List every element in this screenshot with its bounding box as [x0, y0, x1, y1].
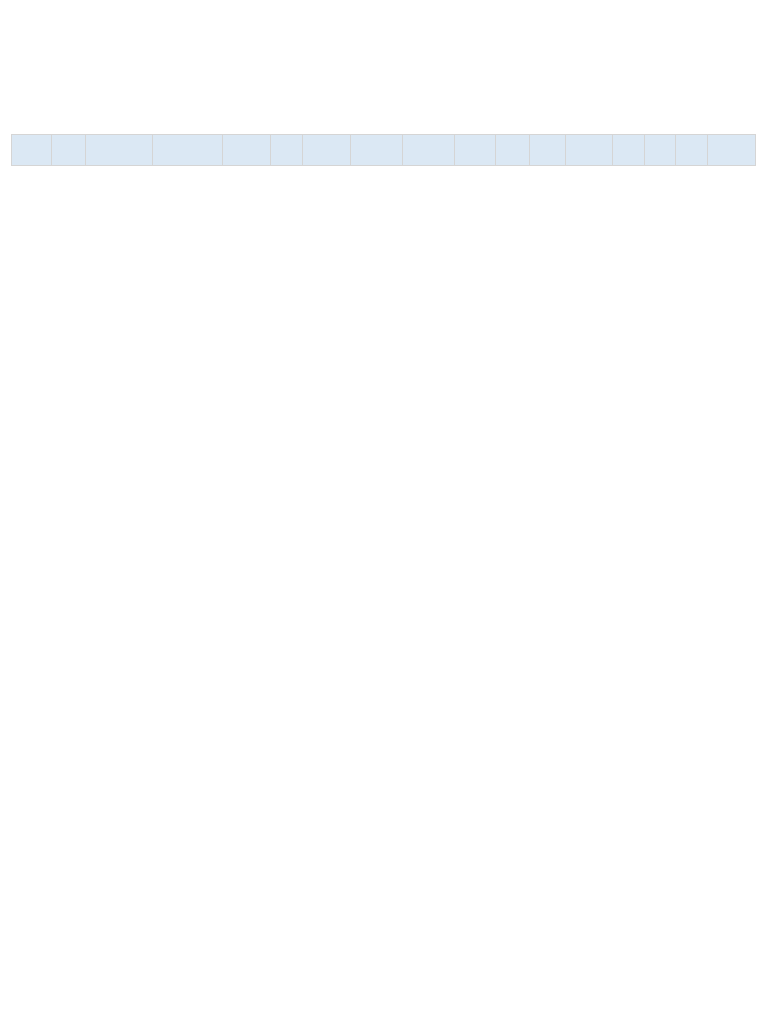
master-list-table-page-1: [11, 134, 756, 166]
col-aggregate: [455, 135, 496, 166]
col-matric-total: [271, 135, 303, 166]
col-gender: [496, 135, 530, 166]
col-hafiz: [613, 135, 645, 166]
col-quota: [530, 135, 566, 166]
col-sports: [645, 135, 676, 166]
col-inter-obtained: [403, 135, 455, 166]
col-inter-type: [566, 135, 613, 166]
col-hostel: [676, 135, 708, 166]
col-matric-obtained: [303, 135, 351, 166]
col-program: [708, 135, 756, 166]
col-form: [52, 135, 86, 166]
col-sr: [12, 135, 52, 166]
page-break: [0, 456, 768, 510]
col-father: [153, 135, 223, 166]
col-inter-total: [351, 135, 403, 166]
table-header-row: [12, 135, 756, 166]
col-dob: [223, 135, 271, 166]
col-name: [86, 135, 153, 166]
